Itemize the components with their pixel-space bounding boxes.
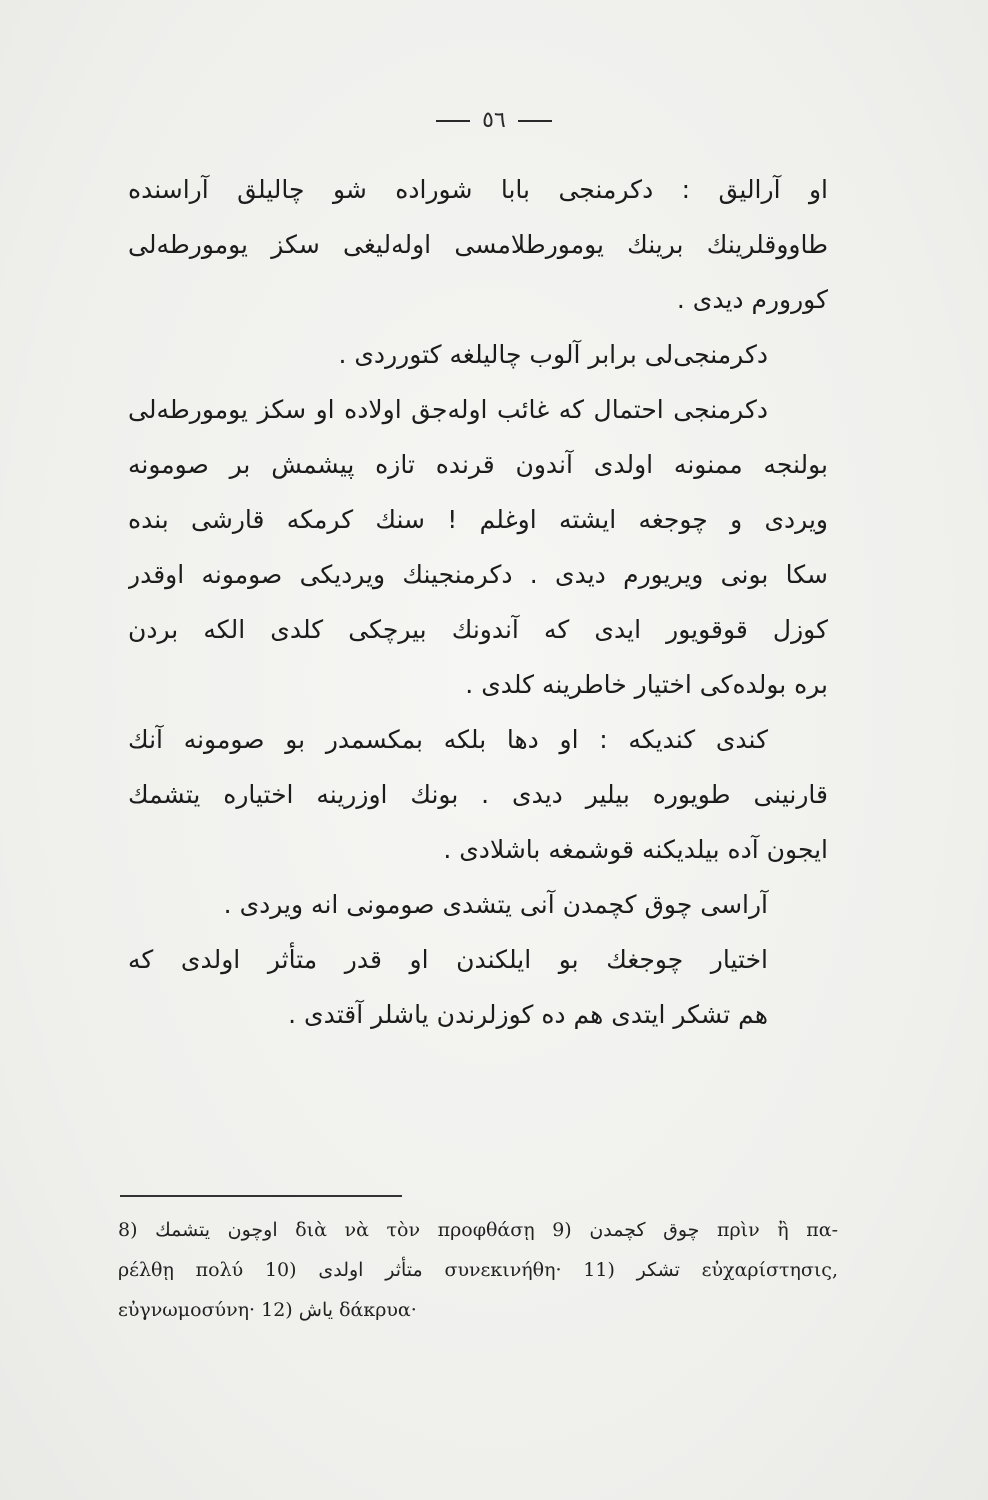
text-line: ايجون آده بيلديكنه قوشمغه باشلادى . bbox=[443, 835, 828, 864]
text-line: دكرمنجى‌لى برابر آلوب چاليلغه كتورردى . bbox=[338, 340, 768, 369]
text-line: كوزل قوقويور ايدى كه آندونك بيرچكى كلدى الكه بردن bbox=[128, 615, 828, 644]
right-dash bbox=[518, 120, 552, 122]
text-line: كورورم ديدى . bbox=[676, 285, 828, 314]
left-dash bbox=[436, 120, 470, 122]
footnote-rule bbox=[120, 1195, 402, 1197]
text-line: آراسى چوق كچمدن آنى يتشدى صومونى انه ويردى . bbox=[223, 890, 768, 919]
text-line: بره بولده‌كى اختيار خاطرينه كلدى . bbox=[465, 670, 828, 699]
footnotes bbox=[118, 1210, 838, 1330]
text-line: هم تشكر ايتدى هم ده كوزلرندن ياشلر آقتدى . bbox=[288, 1000, 768, 1029]
page-number bbox=[0, 108, 988, 133]
page-number-text: ٥٦ bbox=[482, 108, 506, 133]
footnote-line: ρέλθῃ πολύ 10) متأثر اولدى συνεκινήθη· 11) تشكر εὐχαρίστησις, bbox=[118, 1259, 838, 1281]
text-line: او آراليق : دكرمنجى بابا شوراده شو چاليلق آراسنده bbox=[128, 175, 828, 204]
body-text bbox=[128, 162, 828, 1042]
text-line: اختيار چوجغك بو ايلكندن او قدر متأثر اولدى كه bbox=[128, 945, 768, 974]
text-line: بولنجه ممنونه اولدى آندون قرنده تازه پيشمش بر صومونه bbox=[128, 450, 828, 479]
text-line: قارنينى طويوره بيلير ديدى . بونك اوزرينه اختياره يتشمك bbox=[128, 780, 828, 809]
text-line: طاووقلرينك برينك يومورطلامسى اوله‌ليغى سكز يومورطه‌لى bbox=[128, 230, 828, 259]
text-line: كندى كنديكه : او دها بلكه بمكسمدر بو صومونه آنك bbox=[128, 725, 768, 754]
text-line: دكرمنجى احتمال كه غائب اوله‌جق اولاده او سكز يومورطه‌لى bbox=[128, 395, 768, 424]
text-line: ويردى و چوجغه ايشته اوغلم ! سنك كرمكه قارشى بنده bbox=[128, 505, 828, 534]
footnote-line: εὐγνωμοσύνη· 12) ياش δάκρυα· bbox=[118, 1299, 417, 1321]
footnote-line: 8) اوچون يتشمك διὰ νὰ τὸν προφθάσῃ 9) چوق كچمدن πρὶν ἢ πα- bbox=[118, 1219, 838, 1241]
text-line: سكا بونى ويريورم ديدى . دكرمنجينك ويرديكى صومونه اوقدر bbox=[128, 560, 828, 589]
